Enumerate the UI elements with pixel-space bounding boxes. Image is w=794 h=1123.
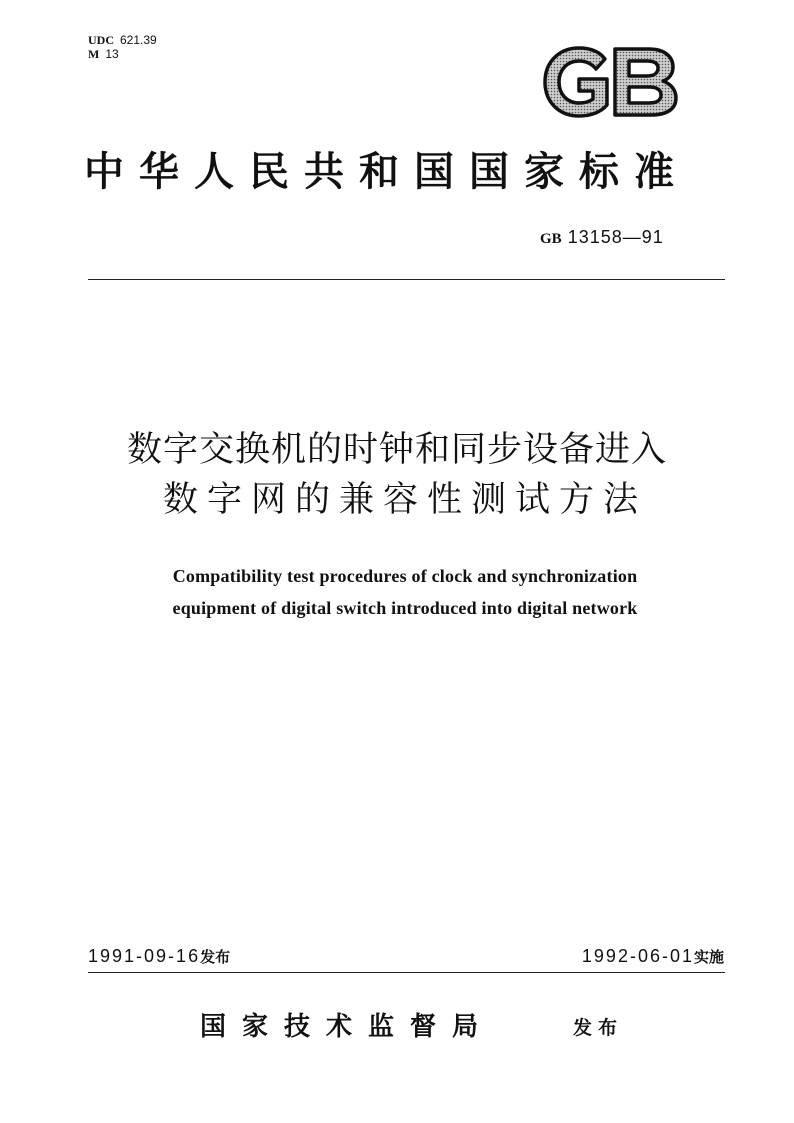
udc-code — [88, 33, 157, 47]
udc-label: UDC — [88, 33, 114, 47]
implementation-date-value: 1992-06-01 — [581, 946, 694, 966]
bottom-divider — [88, 972, 725, 973]
implementation-date-suffix: 实施 — [693, 948, 724, 966]
top-divider — [88, 279, 725, 280]
udc-value: 621.39 — [120, 33, 157, 47]
english-title-line-2: equipment of digital switch introduced into digital network — [172, 598, 638, 618]
standard-number — [540, 226, 664, 250]
standard-number-prefix: GB — [540, 231, 562, 247]
publisher-verb: 发布 — [573, 1017, 624, 1039]
standard-heading: 中华人民共和国国家标准 — [84, 148, 689, 195]
issue-date-value: 1991-09-16 — [88, 946, 201, 966]
gb-logo-icon — [541, 45, 679, 119]
chinese-title-line-1: 数字交换机的时钟和同步设备进入 — [126, 430, 667, 470]
issue-date-suffix: 发布 — [200, 948, 231, 966]
chinese-title-line-2: 数字网的兼容性测试方法 — [162, 480, 647, 520]
issue-date — [88, 944, 230, 969]
m-label: M — [88, 47, 100, 61]
publisher-name: 国家技术监督局 — [200, 1012, 495, 1042]
english-title-line-1: Compatibility test procedures of clock and synchronization — [172, 566, 638, 586]
implementation-date — [582, 944, 724, 969]
standard-number-value: 13158—91 — [567, 227, 664, 247]
m-value: 13 — [105, 47, 119, 61]
m-code — [88, 47, 119, 61]
